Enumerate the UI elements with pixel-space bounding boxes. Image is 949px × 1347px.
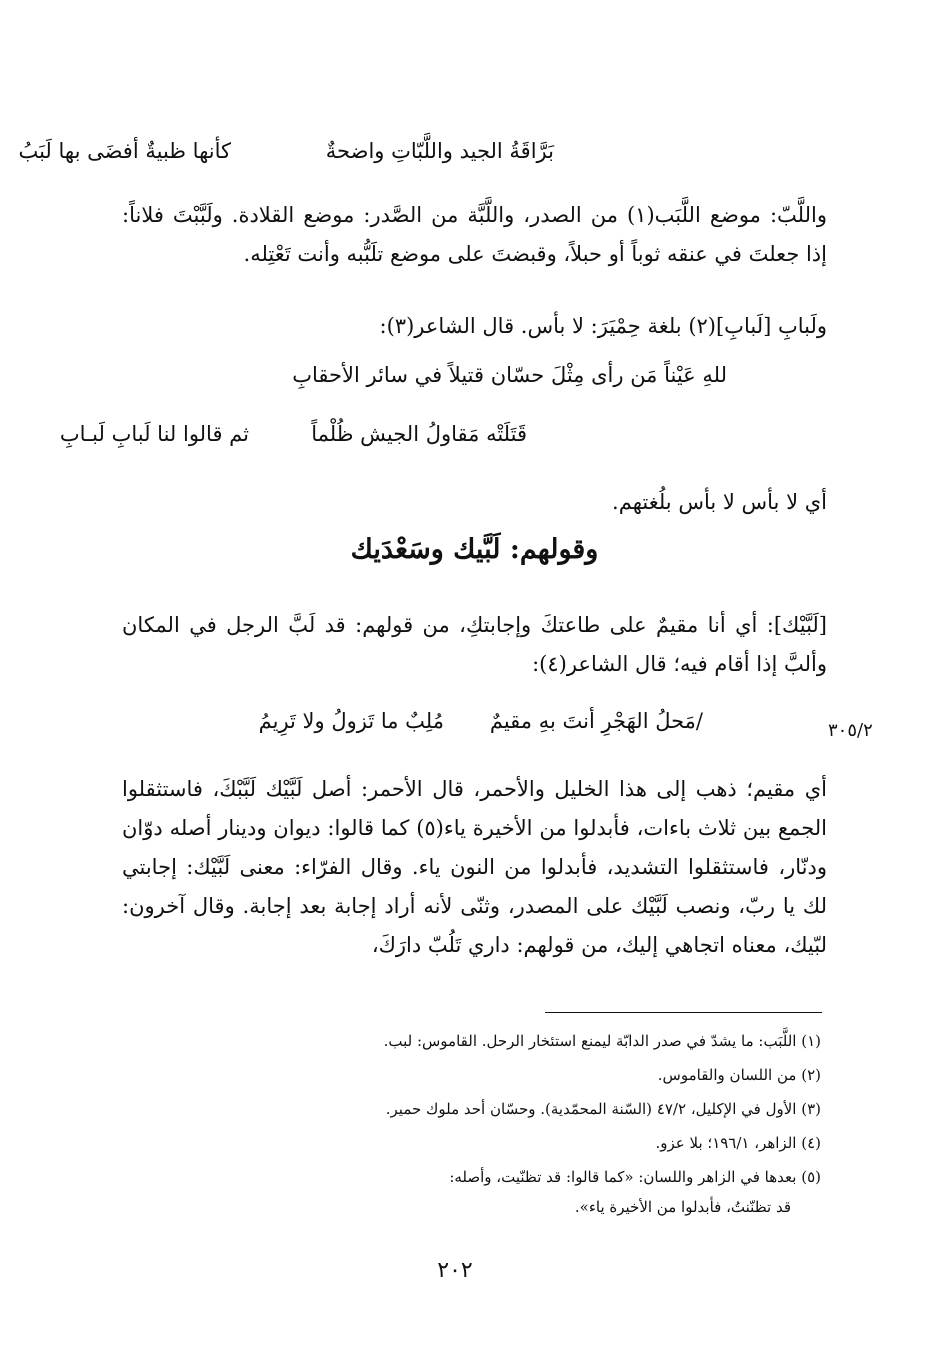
verse-1-first-hemistich: بَرَّاقَةُ الجيد واللَّبّاتِ واضحةٌ <box>325 139 554 163</box>
paragraph-labb-definition: واللَّبّ: موضع اللَّبَب(١) من الصدر، واللَّبَّة من الصَّدر: موضع القلادة. ولَبَّبْتَ فلاناً: إذا جعلتَ في عنقه ثوباً أو حبلاً، وقبضتَ على موضع تلَبُّبه وأنت تَعْتِله. <box>122 203 827 266</box>
footnote-1: (١) اللَّبَب: ما يشدّ في صدر الدابّة ليمنع استئخار الرحل. القاموس: لبب. <box>383 1032 821 1050</box>
footnote-4: (٤) الزاهر، ١٩٦/١؛ بلا عزو. <box>655 1134 821 1152</box>
footnote-3: (٣) الأول في الإكليل، ٤٧/٢ (السّنة المحمّدية). وحسّان أحد ملوك حمير. <box>385 1100 821 1118</box>
verse-3-second-hemistich: ثم قالوا لنا لَبابِ لَبـابِ <box>59 422 249 446</box>
verse-2-line: للهِ عَيْناً مَن رأى مِثْلَ حسّان قتيلاً في سائر الأحقابِ <box>292 363 727 387</box>
verse-1-second-hemistich: كأنها ظبيةٌ أفضَى بها لَبَبُ <box>18 139 231 163</box>
page-number: ٢٠٢ <box>437 1258 473 1283</box>
footnote-5-continuation: قد تظنّنتُ، فأبدلوا من الأخيرة ياء». <box>574 1198 791 1216</box>
margin-reference: ٣٠٥/٢ <box>828 720 873 741</box>
verse-3-first-hemistich: قَتَلَتْه مَقاولُ الجيش ظُلْماً <box>311 422 527 446</box>
footnote-separator <box>545 1012 822 1013</box>
section-heading: وقولهم: لَبَّيك وسَعْدَيك <box>350 534 599 565</box>
verse-4-second-hemistich: مُلِبٌ ما تَزولُ ولا تَرِيمُ <box>258 709 444 733</box>
footnotes <box>201 1024 821 1224</box>
paragraph-labbayk-meaning: [لَبَّيْك]: أي أنا مقيمٌ على طاعتكَ وإجابتكِ، من قولهم: قد لَبَّ الرجل في المكان وألبَّ إذا أقام فيه؛ قال الشاعر(٤): <box>122 613 827 676</box>
paragraph-origin-of-labbayk: أي مقيم؛ ذهب إلى هذا الخليل والأحمر، قال الأحمر: أصل لَبَّيْك لَبَّبْكَ، فاستثقلوا الجمع بين ثلاث باءات، فأبدلوا من الأخيرة ياء(٥) كما قالوا: ديوان ودينار أصله دوّان ودنّار، فاستثقلوا التشديد، فأبدلوا من النون ياء. وقال الفرّاء: معنى لَبَّيْك: إجابتي لك يا ربّ، ونصب لَبَّيْك على المصدر، وثنّى لأنه أراد إجابة بعد إجابة. وقال آخرون: لبّيك، معناه اتجاهي إليك، من قولهم: داري تَلُبّ دارَكَ، <box>122 777 827 957</box>
paragraph-no-harm: أي لا بأس لا بأس بلُغتهم. <box>612 490 827 514</box>
footnote-5: (٥) بعدها في الزاهر واللسان: «كما قالوا: قد تظنّيت، وأصله: <box>449 1168 821 1186</box>
verse-4-first-hemistich: /مَحلُ الهَجْرِ أنتَ بهِ مقيمٌ <box>489 709 703 733</box>
paragraph-labab-himyar: ولَبابِ [لَبابِ](٢) بلغة حِمْيَرَ: لا بأس. قال الشاعر(٣): <box>379 314 827 338</box>
footnote-2: (٢) من اللسان والقاموس. <box>657 1066 821 1084</box>
